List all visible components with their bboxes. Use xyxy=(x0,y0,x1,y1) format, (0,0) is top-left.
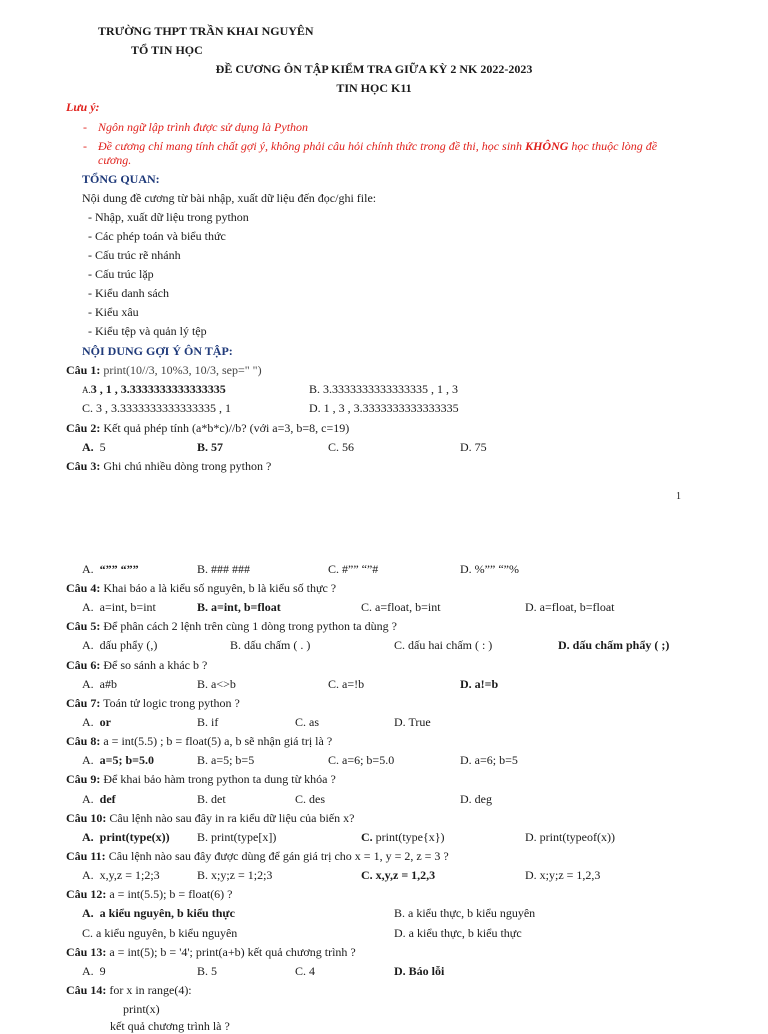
question-text: Câu lệnh nào sau đây được dùng để gán giá trị cho x = 1, y = 2, z = 3 ? xyxy=(108,849,449,863)
question-14 xyxy=(66,982,192,998)
note-item-2-text: Đề cương chỉ mang tính chất gợi ý, không phải câu hỏi chính thức trong đề thi, học sinh xyxy=(98,139,523,153)
option-letter: A. xyxy=(82,906,94,920)
q11-option-b: B. x;y;z = 1;2;3 xyxy=(197,868,273,882)
note-item-1: Ngôn ngữ lập trình được sử dụng là Python xyxy=(98,120,309,134)
question-7 xyxy=(66,695,240,711)
question-12 xyxy=(66,886,233,902)
q13-option-c: C. 4 xyxy=(295,964,316,978)
note-item-2-continued: cương. xyxy=(98,153,132,167)
question-label: Câu 9: xyxy=(66,772,101,786)
overview-item: - Cấu trúc rẽ nhánh xyxy=(88,248,181,262)
q9-option-b: B. det xyxy=(197,792,226,806)
question-label: Câu 6: xyxy=(66,658,101,672)
q7-option-c: C. as xyxy=(295,715,319,729)
overview-item: - Nhập, xuất dữ liệu trong python xyxy=(88,210,249,224)
question-1 xyxy=(66,362,262,378)
overview-heading: TỔNG QUAN: xyxy=(82,172,160,186)
q8-option-a xyxy=(82,752,154,768)
note-dash-2: - xyxy=(83,139,87,153)
option-letter: A. xyxy=(82,677,94,691)
q2-option-c: C. 56 xyxy=(328,440,355,454)
question-label: Câu 12: xyxy=(66,887,107,901)
department-name: TỔ TIN HỌC xyxy=(131,43,203,57)
q8-option-d: D. a=6; b=5 xyxy=(460,753,518,767)
q11-option-a xyxy=(82,867,160,883)
note-item-2-tail: học thuộc lòng đề xyxy=(571,139,658,153)
note-item-2 xyxy=(98,138,657,154)
option-letter: A. xyxy=(82,638,94,652)
q12-option-a xyxy=(82,905,235,921)
q8-option-b: B. a=5; b=5 xyxy=(197,753,255,767)
q12-option-c: C. a kiểu nguyên, b kiểu nguyên xyxy=(82,926,238,940)
q12-option-d: D. a kiểu thực, b kiểu thực xyxy=(394,926,522,940)
question-11 xyxy=(66,848,449,864)
document-subtitle: TIN HỌC K11 xyxy=(336,81,412,95)
q6-option-c: C. a=!b xyxy=(328,677,365,691)
q14-cut-line: kết quả chương trình là ? xyxy=(110,1019,230,1033)
question-label: Câu 4: xyxy=(66,581,101,595)
content-heading: NỘI DUNG GỢI Ý ÔN TẬP: xyxy=(82,344,233,358)
question-5 xyxy=(66,618,397,634)
question-text: Toán tử logic trong python ? xyxy=(103,696,240,710)
q7-option-a xyxy=(82,714,111,730)
q4-option-b: B. a=int, b=float xyxy=(197,600,281,614)
question-2 xyxy=(66,420,349,436)
option-text: a kiểu nguyên, b kiểu thực xyxy=(99,906,235,920)
option-text: a#b xyxy=(99,677,117,691)
q2-option-d: D. 75 xyxy=(460,440,487,454)
q10-option-c xyxy=(361,829,445,845)
question-label: Câu 14: xyxy=(66,983,107,997)
option-letter: A. xyxy=(82,600,94,614)
question-label: Câu 2: xyxy=(66,421,101,435)
overview-item: - Kiểu xâu xyxy=(88,305,139,319)
option-text: 9 xyxy=(99,964,106,978)
note-label: Lưu ý: xyxy=(66,100,100,114)
question-label: Câu 3: xyxy=(66,459,101,473)
option-text: “”” “”” xyxy=(99,562,139,576)
question-label: Câu 10: xyxy=(66,811,107,825)
question-text: Kết quả phép tính (a*b*c)//b? (với a=3, b=8, c=19) xyxy=(103,421,350,435)
overview-item: - Cấu trúc lặp xyxy=(88,267,154,281)
overview-item: - Kiểu danh sách xyxy=(88,286,169,300)
question-text: Câu lệnh nào sau đây in ra kiểu dữ liệu của biến x? xyxy=(109,811,355,825)
option-text: a=int, b=int xyxy=(99,600,156,614)
note-dash-1: - xyxy=(83,120,87,134)
question-text: Để phân cách 2 lệnh trên cùng 1 dòng trong python ta dùng ? xyxy=(103,619,397,633)
q13-option-d: D. Báo lỗi xyxy=(394,964,445,978)
question-text: print(10//3, 10%3, 10/3, sep=" ") xyxy=(103,363,262,377)
question-text: a = int(5.5); b = float(6) ? xyxy=(109,887,233,901)
question-text: Ghi chú nhiều dòng trong python ? xyxy=(103,459,272,473)
q3-option-d: D. %”” “”% xyxy=(460,562,519,576)
option-text: print(type{x}) xyxy=(375,830,445,844)
q6-option-a xyxy=(82,676,117,692)
option-text: a=5; b=5.0 xyxy=(99,753,155,767)
option-letter: C. xyxy=(361,830,373,844)
question-4 xyxy=(66,580,336,596)
q4-option-d: D. a=float, b=float xyxy=(525,600,615,614)
q12-option-b: B. a kiểu thực, b kiểu nguyên xyxy=(394,906,536,920)
school-name: TRƯỜNG THPT TRẦN KHAI NGUYÊN xyxy=(98,24,314,38)
question-text: for x in range(4): xyxy=(109,983,192,997)
question-13 xyxy=(66,944,356,960)
q11-option-c: C. x,y,z = 1,2,3 xyxy=(361,868,436,882)
q2-option-b: B. 57 xyxy=(197,440,224,454)
question-label: Câu 11: xyxy=(66,849,106,863)
option-letter: A. xyxy=(82,830,94,844)
note-item-2-emphasis: KHÔNG xyxy=(525,139,569,153)
page-number: 1 xyxy=(676,491,681,502)
option-text: def xyxy=(99,792,116,806)
q3-option-a xyxy=(82,561,139,577)
question-8 xyxy=(66,733,332,749)
q1-option-a xyxy=(82,381,226,398)
question-label: Câu 8: xyxy=(66,734,101,748)
question-text: a = int(5); b = '4'; print(a+b) kết quả chương trình ? xyxy=(109,945,356,959)
overview-intro: Nội dung đề cương từ bài nhập, xuất dữ liệu đến đọc/ghi file: xyxy=(82,191,377,205)
option-letter: A. xyxy=(82,753,94,767)
q4-option-a xyxy=(82,599,156,615)
q2-option-a xyxy=(82,439,106,455)
question-text: a = int(5.5) ; b = float(5) a, b sẽ nhận giá trị là ? xyxy=(103,734,333,748)
question-text: Để khai bảo hàm trong python ta dung từ khóa ? xyxy=(103,772,336,786)
option-text: or xyxy=(99,715,111,729)
question-6 xyxy=(66,657,207,673)
q3-option-c: C. #”” “”# xyxy=(328,562,379,576)
question-label: Câu 5: xyxy=(66,619,101,633)
q5-option-b: B. dấu chấm ( . ) xyxy=(230,638,311,652)
q7-option-d: D. True xyxy=(394,715,431,729)
q14-code-line: print(x) xyxy=(123,1002,160,1016)
question-label: Câu 7: xyxy=(66,696,101,710)
option-text: print(type(x)) xyxy=(99,830,170,844)
option-text: 5 xyxy=(99,440,106,454)
q11-option-d: D. x;y;z = 1,2,3 xyxy=(525,868,601,882)
q13-option-b: B. 5 xyxy=(197,964,218,978)
q5-option-a xyxy=(82,637,157,653)
q7-option-b: B. if xyxy=(197,715,219,729)
q1-option-c: C. 3 , 3.3333333333333335 , 1 xyxy=(82,401,232,415)
option-letter: A. xyxy=(82,715,94,729)
question-label: Câu 13: xyxy=(66,945,107,959)
option-letter: A. xyxy=(82,792,94,806)
q13-option-a xyxy=(82,963,106,979)
q1-option-b: B. 3.3333333333333335 , 1 , 3 xyxy=(309,382,459,396)
question-10 xyxy=(66,810,354,826)
q9-option-d: D. deg xyxy=(460,792,492,806)
option-letter: A. xyxy=(82,562,94,576)
question-label: Câu 1: xyxy=(66,363,101,377)
option-letter: A. xyxy=(82,964,94,978)
q5-option-d: D. dấu chấm phẩy ( ;) xyxy=(558,638,670,652)
option-text: x,y,z = 1;2;3 xyxy=(99,868,160,882)
q10-option-d: D. print(typeof(x)) xyxy=(525,830,615,844)
q1-option-d: D. 1 , 3 , 3.3333333333333335 xyxy=(309,401,459,415)
q9-option-c: C. des xyxy=(295,792,325,806)
q10-option-a xyxy=(82,829,170,845)
q6-option-b: B. a<>b xyxy=(197,677,236,691)
option-letter: A. xyxy=(82,385,91,395)
question-3 xyxy=(66,458,271,474)
option-text: dấu phẩy (,) xyxy=(99,638,158,652)
q4-option-c: C. a=float, b=int xyxy=(361,600,441,614)
overview-item: - Kiểu tệp và quản lý tệp xyxy=(88,324,207,338)
q6-option-d: D. a!=b xyxy=(460,677,499,691)
option-text: 3 , 1 , 3.3333333333333335 xyxy=(90,382,226,396)
option-letter: A. xyxy=(82,868,94,882)
document-title: ĐỀ CƯƠNG ÔN TẬP KIỂM TRA GIỮA KỲ 2 NK 2022-2023 xyxy=(215,62,533,76)
q3-option-b: B. ### ### xyxy=(197,562,251,576)
question-9 xyxy=(66,771,336,787)
q8-option-c: C. a=6; b=5.0 xyxy=(328,753,395,767)
question-text: Để so sánh a khác b ? xyxy=(103,658,208,672)
q9-option-a xyxy=(82,791,116,807)
option-letter: A. xyxy=(82,440,94,454)
overview-item: - Các phép toán và biểu thức xyxy=(88,229,226,243)
q10-option-b: B. print(type[x]) xyxy=(197,830,277,844)
q5-option-c: C. dấu hai chấm ( : ) xyxy=(394,638,493,652)
question-text: Khai báo a là kiểu số nguyên, b là kiểu số thực ? xyxy=(103,581,337,595)
